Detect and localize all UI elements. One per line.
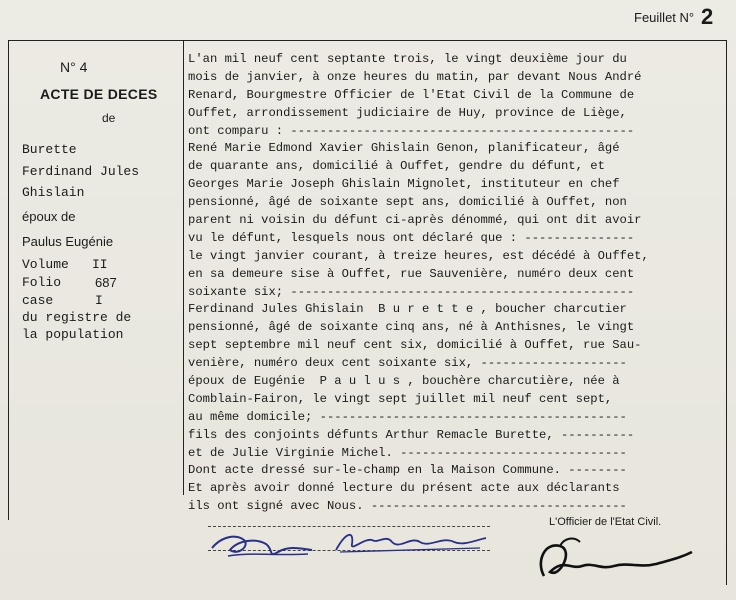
act-body-text [188, 51, 723, 516]
act-body-line: Ferdinand Jules Ghislain B u r e t t e , boucher charcutier [188, 302, 627, 317]
act-body-line: pensionné, âgé de soixante sept ans, domicilié à Ouffet, non [188, 195, 627, 210]
deceased-name-line: Ferdinand Jules [22, 164, 140, 179]
act-body-line: Georges Marie Joseph Ghislain Mignolet, instituteur en chef [188, 177, 620, 192]
act-body-line: L'an mil neuf cent septante trois, le vingt deuxième jour du [188, 52, 627, 66]
column-divider [183, 40, 184, 495]
act-body-line: Dont acte dressé sur-le-champ en la Maison Commune. -------- [188, 463, 627, 478]
act-body-line: René Marie Edmond Xavier Ghislain Genon, planificateur, âgé [188, 141, 620, 156]
act-body-line: Comblain-Fairon, le vingt sept juillet mil neuf cent sept, [188, 391, 613, 406]
sheet-label: Feuillet N° [634, 10, 695, 25]
register-case-value: I [95, 293, 103, 308]
spouse-label: époux de [22, 209, 76, 224]
act-body-line: soixante six; ----------------------------------------------- [188, 284, 635, 299]
sheet-number: 2 [701, 4, 714, 29]
act-body-line: époux de Eugénie P a u l u s , bouchère charcutière, née à [188, 374, 620, 389]
act-de-label: de [102, 111, 116, 125]
act-body-line: vu le défunt, lesquels nous ont déclaré que : --------------- [188, 230, 635, 245]
act-body-line: au même domicile; ------------------------------------------ [188, 409, 627, 424]
act-body-line: de quarante ans, domicilié à Ouffet, gendre du défunt, et [188, 159, 605, 174]
frame-top-line [8, 40, 726, 41]
register-volume-value: II [92, 257, 108, 272]
deceased-name-line: Burette [22, 142, 77, 157]
frame-right-line [726, 40, 727, 585]
officer-signature-label: L'Officier de l'Etat Civil. [549, 516, 662, 528]
act-body-line: en sa demeure sise à Ouffet, rue Sauvenière, numéro deux cent [188, 266, 635, 281]
register-volume-label: Volume [22, 257, 69, 272]
act-body-line: Et après avoir donné lecture du présent acte aux déclarants [188, 481, 620, 496]
deceased-name-line: Ghislain [22, 185, 85, 200]
act-body-line: fils des conjoints défunts Arthur Remacle Burette, ---------- [188, 427, 635, 442]
act-body-line: sept septembre mil neuf cent six, domicilié à Ouffet, rue Sau- [188, 338, 642, 353]
spouse-name: Paulus Eugénie [22, 234, 114, 249]
act-body-line: pensionné, âgé de soixante cinq ans, né à Anthisnes, le vingt [188, 320, 635, 335]
act-body-line: parent ni voisin du défunt ci-après dénommé, qui ont dit avoir [188, 213, 642, 228]
register-case-label: case [22, 293, 54, 308]
act-body-line: ont comparu : ----------------------------------------------- [188, 123, 635, 138]
act-title: ACTE DE DECES [40, 86, 158, 102]
act-body-line: Ouffet, arrondissement judiciaire de Huy, province de Liège, [188, 105, 627, 120]
act-body-line: venière, numéro deux cent soixante six, -------------------- [188, 356, 627, 371]
act-number: N° 4 [60, 59, 88, 75]
register-folio-label: Folio [22, 275, 62, 290]
act-body-line: Renard, Bourgmestre Officier de l'Etat Civil de la Commune de [188, 87, 635, 102]
register-note-line: du registre de [22, 310, 132, 325]
act-body-line: et de Julie Virginie Michel. ------------------------------- [188, 445, 627, 460]
register-note-line: la population [22, 327, 124, 342]
frame-left-line [8, 40, 9, 520]
declarant-signature-1 [208, 526, 318, 566]
officer-signature [530, 532, 700, 592]
declarant-signature-2 [330, 522, 490, 562]
register-folio-value: 687 [95, 275, 117, 290]
act-body-line: le vingt janvier courant, à treize heures, est décédé à Ouffet, [188, 248, 649, 263]
act-body-line: ils ont signé avec Nous. ----------------------------------- [188, 499, 627, 514]
act-body-line: mois de janvier, à onze heures du matin, par devant Nous André [188, 69, 642, 84]
